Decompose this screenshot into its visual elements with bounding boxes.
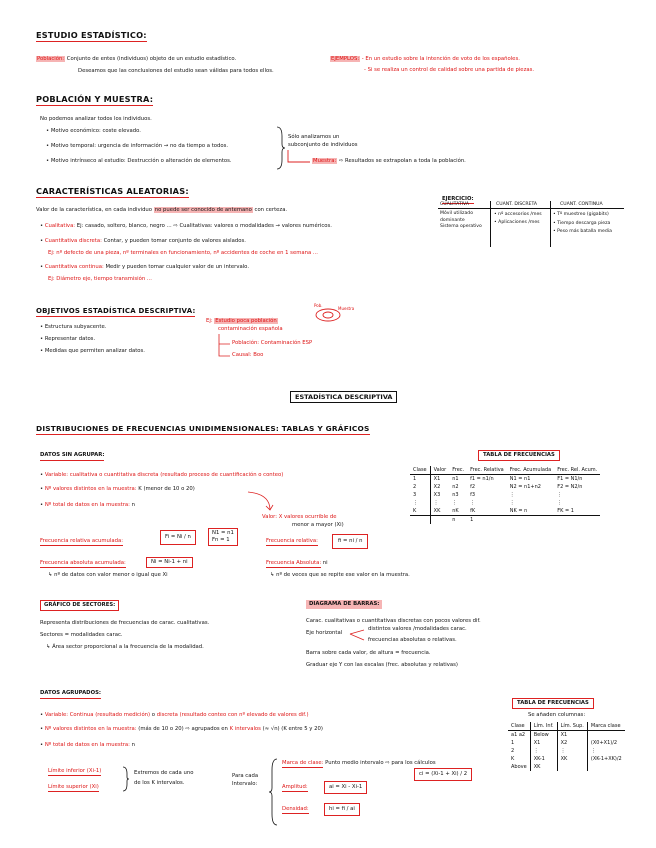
motivo-item-1: • Motivo económico: coste elevado. [46,128,141,134]
ejercicio-col-1: Móvil utilizado dominante Sistema operativo [440,211,482,229]
table-row: 1 X1 n1 f1 = n1/n N1 = n1 F1 = N1/n [410,475,600,484]
ejemplos-block [330,56,520,63]
poblacion-text: Conjunto de entes (individuos) objeto de un estudio estadístico. [66,56,237,62]
objetivo-2: • Representar datos. [40,336,96,342]
frec-relativa: Frecuencia relativa: [266,538,318,544]
barras-line-2b: frecuencias absolutas o relativas. [368,637,457,643]
sectores-line-2: Sectores = modalidades carac. [40,632,123,638]
agrupados-variable: • Variable: Continua (resultado medición) o discreta (resultado conteo con nº elevado de valores dif.) [40,712,309,718]
muestra-text: ⇨ Resultados se extrapolan a toda la población. [338,158,466,164]
ejercicio-header-3: CUANT. CONTINUA [560,202,603,207]
section-title-distribuciones: DISTRIBUCIONES DE FRECUENCIAS UNIDIMENSIONALES: TABLAS Y GRÁFICOS [36,424,370,433]
tabla-frecuencias-2 [508,722,625,771]
table-footer-row: n 1 [410,516,600,525]
tabla-header-row: Clase Valor Frec. Frec. Relativa Frec. Acumulada Frec. Rel. Acum. [410,466,600,475]
tabla-frecuencias-title: TABLA DE FRECUENCIAS [478,450,560,461]
objetivo-1: • Estructura subyacente. [40,324,107,330]
barras-line-3: Barra sobre cada valor, de altura = frecuencia. [306,650,431,656]
brace-intervalo [268,758,278,826]
limite-inferior: Límite inferior (Xi-1) [48,768,102,774]
limites-text-1: Extremos de cada uno [134,770,194,776]
barras-line-1: Carac. cualitativas o cuantitativas discretas con pocos valores dif. [306,618,481,624]
discreta-ejemplo: Ej: nº defecto de una pieza, nº terminales en funcionamiento, nº accidentes de coche en 1 semana ... [48,250,318,256]
table-row: 1 X1 X2 (X0+X1)/2 [508,739,625,747]
motivo-item-2: • Motivo temporal: urgencia de información → no da tiempo a todos. [46,143,229,149]
marca-clase-formula: ci = (Xi-1 + Xi) / 2 [414,768,472,781]
valor-item: Valor: X valores ocurrible de [262,514,337,520]
poblacion-definition [36,56,236,63]
sectores-line-1: Representa distribuciones de frecuencias de carac. cualitativas. [40,620,210,626]
ejercicio-col-2: • nº accesorios /mes • Aplicaciones /mes [494,212,542,225]
frec-rel-acum-formula: Fi = Ni / n [160,530,196,545]
tabla-frecuencias [410,466,600,524]
barras-arrows [350,628,370,642]
table-row: 2 ⋮ ⋮ ⋮ [508,747,625,755]
conclusion-2: subconjunto de individuos [288,142,358,148]
tabla2-header-row: Clase Lím. Inf. Lím. Sup. Marca clase [508,722,625,731]
table-row: a1 a2 Below X1 [508,731,625,740]
barras-line-2: Eje horizontal [306,630,343,636]
amplitud-formula: ai = Xi - Xi-1 [324,781,367,794]
ejercicio-title: EJERCICIO: [442,196,474,202]
objetivo-3: • Medidas que permiten analizar datos. [40,348,145,354]
objetivo-muestra: Causal: Boo [232,352,264,358]
total-datos-item: • Nº total de datos en la muestra: n [40,502,135,508]
variable-arrow [246,490,276,514]
datos-agrupados: DATOS AGRUPADOS: [40,690,101,699]
section-title-objetivos: OBJETIVOS ESTADÍSTICA DESCRIPTIVA: [36,307,196,315]
poblacion-label: Población: [37,56,65,62]
table-row: 2 X2 n2 f2 N2 = n1+n2 F2 = N2/n [410,483,600,491]
ejercicio-header-2: CUANT. DISCRETA [496,202,538,207]
muestra-arrow [284,150,314,168]
banner-estadistica-descriptiva: ESTADÍSTICA DESCRIPTIVA [290,391,397,403]
conclusion-1: Sólo analizamos un [288,134,340,140]
objetivo-ejemplo-2: contaminación española [218,326,283,332]
objetivo-poblacion: Población: Contaminación ESP [232,340,313,346]
sectores-line-3: ↳ Área sector proporcional a la frecuencia de la modalidad. [46,644,204,650]
ejemplos-label: EJEMPLOS: [331,56,360,62]
intervalo-label: Intervalo: [232,781,258,787]
table-row: ⋮ ⋮ ⋮ ⋮ ⋮ ⋮ [410,499,600,507]
cualitativa-item: • Cualitativa: Ej: casado, soltero, blanco, negro ... ⇨ Cualitativas: valores o modalidades → valores numéricos. [40,223,332,229]
ejercicio-header-line [438,208,624,209]
diagram-muestra-label: Muestra [338,306,355,311]
tabla-frecuencias-2-subtitle: Se añaden columnas: [528,712,586,718]
poblacion-text-2: Deseamos que las conclusiones del estudio sean válidas para todos ellos. [78,68,274,74]
frec-rel-acum: Frecuencia relativa acumulada: [40,538,123,544]
valores-distintos-item: • Nº valores distintos en la muestra: K (menor de 10 o 20) [40,486,195,492]
caracteristicas-intro: Valor de la característica, en cada individuo no puede ser conocido de antemano con certeza. [36,207,288,213]
amplitud: Amplitud: [282,784,308,790]
section-title-poblacion-muestra: POBLACIÓN Y MUESTRA: [36,94,154,104]
muestra-definition [312,158,466,165]
motivo-item-3: • Motivo intrínseco al estudio: Destrucción o alteración de elementos. [46,158,232,164]
frec-absoluta: Frecuencia Absoluta: ni [266,560,328,566]
continua-item: • Cuantitativa continua: Medir y pueden tomar cualquier valor de un intervalo. [40,264,250,270]
ejercicio-divider-1 [490,201,491,247]
tabla-frecuencias-2-title: TABLA DE FRECUENCIAS [512,698,594,709]
muestra-label: Muestra: [313,158,337,164]
limites-text-2: de los K intervalos. [134,780,185,786]
barras-line-4: Graduar eje Y con las escalas (frec. absolutas y relativas) [306,662,458,668]
densidad-formula: hi = fi / ai [324,803,360,816]
frec-abs-acum-formula: Ni = Ni-1 + ni [146,557,193,568]
grafico-sectores-title: GRÁFICO DE SECTORES: [40,600,119,611]
table-row: K XK-1 XK (XK-1+XK)/2 [508,755,625,763]
frec-rel-acum-side: N1 = n1 Fn = 1 [208,528,238,546]
muestra-intro: No podemos analizar todos los individuos. [40,116,152,122]
variable-item: • Variable: cualitativa o cuantitativa discreta (resultado proceso de cuantificación o conteo) [40,472,284,478]
para-cada: Para cada [232,773,259,779]
frec-abs-acum: Frecuencia absoluta acumulada: [40,560,126,566]
diagram-pob-label: Pob. [314,303,323,308]
diagrama-barras-title: DIAGRAMA DE BARRAS: [306,600,382,609]
discreta-item: • Cuantitativa discreta: Contar, y pueden tomar conjunto de valores aislados. [40,238,246,244]
ejercicio-divider-2 [550,201,551,247]
ejercicio-col-3: • Tº muestreo (gigabits) • Tiempo descarga pieza • Peso más batalla media [553,212,612,234]
datos-sin-agrupar: DATOS SIN AGRUPAR: [40,452,104,461]
frec-abs-acum-text: ↳ nº de datos con valor menor o igual que Xi [48,572,168,578]
agrupados-total: • Nº total de datos en la muestra: n [40,742,135,748]
table-row: K XK nK fK NK = n FK = 1 [410,507,600,516]
densidad: Densidad: [282,806,309,812]
frec-absoluta-text: ↳ nº de veces que se repite ese valor en la muestra. [270,572,410,578]
frec-relativa-formula: fi = ni / n [332,534,368,549]
barras-line-2a: distintos valores /modalidades carac. [368,626,467,632]
limite-superior: Límite superior (Xi) [48,784,99,790]
ejemplo-1: - En un estudio sobre la intención de voto de los españoles. [361,56,520,62]
marca-clase: Marca de clase: Punto medio intervalo ⇨ para los cálculos [282,760,436,766]
table-row: Above XK [508,763,625,771]
ejercicio-header-1: CUALITATIVA [440,202,470,207]
objetivo-ejemplo: Ej: Estudio poca población [206,318,277,324]
continua-ejemplo: Ej: Diámetro eje, tiempo transmisión ... [48,276,152,282]
brace-limites [122,766,130,792]
ejemplo-2: - Si se realiza un control de calidad sobre una partida de piezas. [364,67,535,73]
section-title-estudio: ESTUDIO ESTADÍSTICO: [36,30,147,40]
valor-item-2: menor a mayor (Xi) [292,522,344,528]
agrupados-valores: • Nº valores distintos en la muestra: (más de 10 o 20) ⇨ agrupados en K intervalos (≈ √n) (K entre 5 y 20) [40,726,323,732]
table-row: 3 X3 n3 f3 ⋮ ⋮ [410,491,600,499]
section-title-caracteristicas: CARACTERÍSTICAS ALEATORIAS: [36,186,189,196]
